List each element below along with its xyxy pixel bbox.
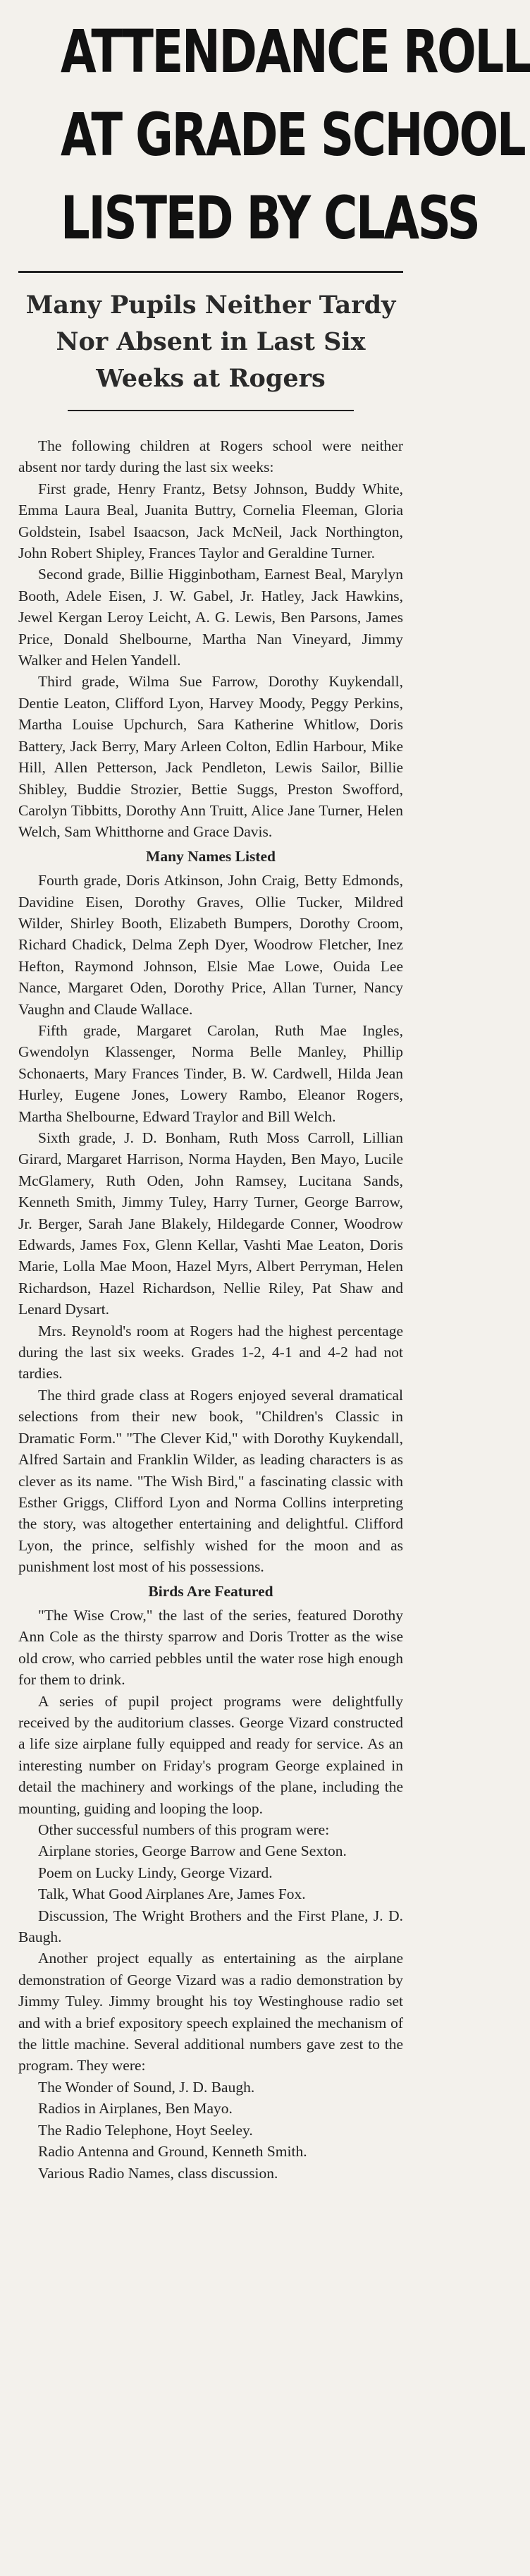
program-item: Talk, What Good Airplanes Are, James Fox. — [38, 1885, 306, 1903]
program-item: Discussion, The Wright Brothers and the First Plane, J. D. Baugh. — [18, 1907, 403, 1946]
subhead-many-names: Many Names Listed — [146, 847, 276, 865]
radio-item: Radios in Airplanes, Ben Mayo. — [38, 2100, 233, 2118]
third-grade-paragraph: Third grade, Wilma Sue Farrow, Dorothy Kuykendall, Dentie Leaton, Clifford Lyon, Harvey Moody, Peggy Perkins, Martha Louise Upchurch, Sara Katherine Whitlow, Doris Battery, Jack Berry, Mary Arleen Colton, Edlin Harbour, Mike Hill, Allen Petterson, Jack Pendleton, Lewis Sailor, Billie Shibley, Buddie Strozier, Bettie Suggs, Preston Swofford, Carolyn Tibbitts, Dorothy Ann Truitt, Alice Jane Turner, Helen Welch, Sam Whitthorne and Grace Davis. — [18, 673, 403, 841]
program-item: Poem on Lucky Lindy, George Vizard. — [38, 1864, 273, 1881]
dramatics-paragraph: The third grade class at Rogers enjoyed several dramatical selections from their new book, "Children's Classic in Dramatic Form." "The Clever Kid," with Dorothy Kuykendall, Alfred Sartain and Franklin Wilder, as leading characters is as clever as its name. "The Wish Bird," a fascinating classic with Esther Griggs, Clifford Lyon and Norma Collins interpreting the story, was altogether entertaining and delightful. Clifford Lyon, the prince, selfishly wished for the moon and as punishment lost most of his possessions. — [18, 1386, 403, 1576]
deck-rule — [68, 410, 354, 411]
headline-line-3: LISTED BY CLASS — [61, 183, 479, 253]
room-record-paragraph: Mrs. Reynold's room at Rogers had the highest percentage during the last six weeks. Grades 1-2, 4-1 and 4-2 had not tardies. — [18, 1322, 403, 1383]
sixth-grade-paragraph: Sixth grade, J. D. Bonham, Ruth Moss Carroll, Lillian Girard, Margaret Harrison, Norma Hayden, Ben Mayo, Lucile McGlamery, Ruth Oden, John Ramsey, Lucitana Sands, Kenneth Smith, Jimmy Tuley, Harry Turner, George Barrow, Jr. Berger, Sarah Jane Blakely, Hildegarde Conner, Woodrow Edwards, James Fox, Glenn Kellar, Vashti Mae Leaton, Doris Marie, Lolla Mae Moon, Hazel Myrs, Albert Perryman, Helen Richardson, Hazel Richardson, Nellie Riley, Pat Shaw and Lenard Dysart. — [18, 1129, 403, 1318]
second-grade-paragraph: Second grade, Billie Higginbotham, Earnest Beal, Marylyn Booth, Adele Eisen, J. W. Gabel, Jr. Hatley, Jack Hawkins, Jewel Kergan Leroy Leicht, A. G. Lewis, Ben Parsons, James Price, Donald Shelbourne, Martha Nan Vineyard, Jimmy Walker and Helen Yandell. — [18, 566, 403, 669]
subheadline-line-2: Nor Absent in Last Six — [56, 327, 366, 356]
radio-item: The Wonder of Sound, J. D. Baugh. — [38, 2078, 255, 2096]
subhead-birds: Birds Are Featured — [148, 1582, 273, 1600]
program-item: Airplane stories, George Barrow and Gene Sexton. — [38, 1842, 347, 1860]
subheadline — [18, 287, 403, 397]
radio-item: Various Radio Names, class discussion. — [38, 2164, 278, 2182]
headline — [61, 10, 530, 260]
first-grade-paragraph: First grade, Henry Frantz, Betsy Johnson, Buddy White, Emma Laura Beal, Juanita Buttry, Cornelia Fleeman, Gloria Goldstein, Isabel Isaacson, Jack McNeil, Jack Northington, John Robert Shipley, Frances Taylor and Geraldine Turner. — [18, 480, 403, 562]
headline-line-2: AT GRADE SCHOOL — [61, 100, 525, 169]
headline-line-1: ATTENDANCE ROLL — [61, 17, 530, 86]
program-intro-paragraph: Other successful numbers of this program were: — [38, 1821, 330, 1838]
intro-paragraph: The following children at Rogers school were neither absent nor tardy during the last six weeks: — [18, 437, 403, 476]
article-body — [18, 435, 403, 2184]
airplane-project-paragraph: A series of pupil project programs were delightfully received by the auditorium classes. George Vizard constructed a life size airplane fully equipped and ready for service. As an interesting number on Friday's program George explained in detail the machinery and workings of the plane, including the mounting, guiding and looping the loop. — [18, 1692, 403, 1817]
radio-project-paragraph: Another project equally as entertaining as the airplane demonstration of George Vizard was a radio demonstration by Jimmy Tuley. Jimmy brought his toy Westinghouse radio set and with a brief expository speech explained the mechanism of the little machine. Several additional numbers gave zest to the program. They were: — [18, 1950, 403, 2074]
radio-item: Radio Antenna and Ground, Kenneth Smith. — [38, 2143, 307, 2161]
wise-crow-paragraph: "The Wise Crow," the last of the series, featured Dorothy Ann Cole as the thirsty sparrow and Doris Trotter as the wise old crow, who carried pebbles until the water rose high enough for them to drink. — [18, 1606, 403, 1689]
fifth-grade-paragraph: Fifth grade, Margaret Carolan, Ruth Mae Ingles, Gwendolyn Klassenger, Norma Belle Manley, Phillip Schonaerts, Mary Frances Tinder, B. W. Cardwell, Hilda Jean Hurley, Eugene Jones, Lowery Rambo, Eleanor Rogers, Martha Shelbourne, Edward Traylor and Bill Welch. — [18, 1021, 403, 1125]
headline-rule — [18, 271, 403, 273]
radio-item: The Radio Telephone, Hoyt Seeley. — [38, 2121, 253, 2139]
fourth-grade-paragraph: Fourth grade, Doris Atkinson, John Craig, Betty Edmonds, Davidine Eisen, Dorothy Graves, Ollie Tucker, Mildred Wilder, Shirley Booth, Elizabeth Bumpers, Dorothy Croom, Richard Chadick, Delma Zeph Dyer, Woodrow Fletcher, Inez Hefton, Raymond Johnson, Elsie Mae Lowe, Ouida Lee Nance, Margaret Oden, Dorothy Price, Allan Turner, Nancy Vaughn and Claude Wallace. — [18, 872, 403, 1018]
subheadline-line-3: Weeks at Rogers — [96, 364, 326, 393]
subheadline-line-1: Many Pupils Neither Tardy — [25, 291, 396, 320]
